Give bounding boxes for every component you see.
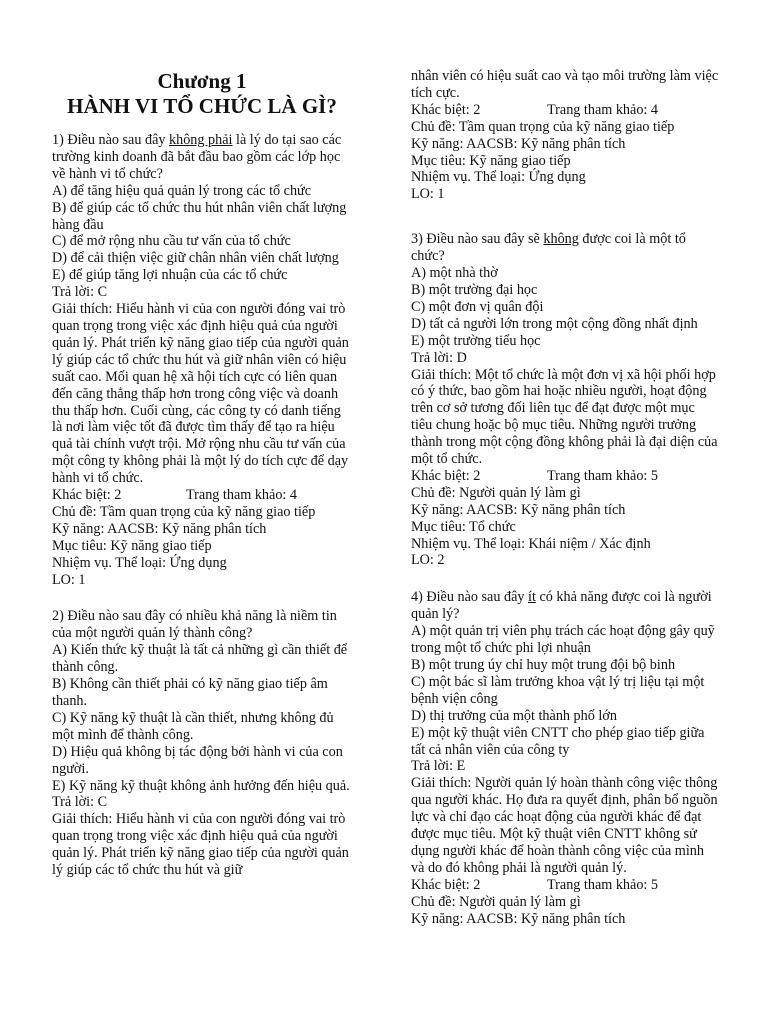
option-c: C) một đơn vị quân đội — [411, 298, 544, 315]
topic: Chủ đề: Người quản lý làm gì — [411, 484, 581, 501]
skill: Kỹ năng: AACSB: Kỹ năng phân tích — [411, 501, 626, 518]
option-e: E) Kỹ năng kỹ thuật không ảnh hưởng đến hiệu quả. — [52, 777, 350, 794]
page-reference: Trang tham khảo: 5 — [547, 467, 658, 484]
skill: Kỹ năng: AACSB: Kỹ năng phân tích — [411, 135, 626, 152]
question-stem: 3) Điều nào sau đây sẽ không được coi là một tổ chức? — [411, 231, 686, 265]
option-b: B) Không cần thiết phải có kỹ năng giao tiếp âm thanh. — [52, 676, 328, 709]
topic: Chủ đề: Tầm quan trọng của kỹ năng giao tiếp — [411, 118, 675, 135]
learning-outcome: LO: 1 — [411, 186, 445, 203]
option-e: E) để giúp tăng lợi nhuận của các tổ chức — [52, 267, 288, 284]
option-d: D) tất cả người lớn trong một cộng đồng nhất định — [411, 315, 698, 332]
option-a: A) để tăng hiệu quả quản lý trong các tổ chức — [52, 182, 312, 199]
task-category: Nhiệm vụ. Thể loại: Ứng dụng — [411, 169, 586, 186]
skill: Kỹ năng: AACSB: Kỹ năng phân tích — [411, 910, 626, 927]
difficulty: Khác biệt: 2 — [411, 101, 481, 118]
difficulty-row — [411, 468, 719, 485]
topic: Chủ đề: Người quản lý làm gì — [411, 893, 581, 910]
emphasis-word: không — [543, 231, 579, 248]
option-d: D) Hiệu quả không bị tác động bởi hành vi của con người. — [52, 743, 343, 777]
chapter-heading — [52, 0, 352, 119]
emphasis-word: không phải — [169, 132, 233, 148]
left-column — [52, 0, 352, 899]
explanation: Giải thích: Một tổ chức là một đơn vị xã hội phối hợp có ý thức, bao gồm hai hoặc nhiều người, hoạt động trên cơ sở tương đối liên tục để đạt được một mục tiêu chung hoặc bộ mục tiêu. Những người trưởng thành trong một cộng đồng không phải là đại diện của một tổ chức. — [411, 366, 718, 468]
difficulty-row — [411, 102, 719, 119]
chapter-number: Chương 1 — [157, 69, 247, 93]
option-c: C) một bác sĩ làm trưởng khoa vật lý trị liệu tại một bệnh viện công — [411, 673, 705, 707]
explanation-continued: nhân viên có hiệu suất cao và tạo môi trường làm việc tích cực. — [411, 68, 719, 101]
option-d: D) để cải thiện việc giữ chân nhân viên chất lượng — [52, 250, 339, 267]
difficulty: Khác biệt: 2 — [411, 876, 481, 893]
answer: Trả lời: C — [52, 284, 108, 301]
difficulty-row — [411, 877, 719, 894]
option-e: E) một trường tiểu học — [411, 332, 541, 349]
option-a: A) một nhà thờ — [411, 265, 498, 282]
option-c: C) Kỹ năng kỹ thuật là cần thiết, nhưng không đủ một mình để thành công. — [52, 709, 334, 743]
question-stem: 2) Điều nào sau đây có nhiều khả năng là niềm tin của một người quản lý thành công? — [52, 608, 337, 642]
option-d: D) thị trưởng của một thành phố lớn — [411, 707, 617, 724]
explanation: Giải thích: Người quản lý hoàn thành công việc thông qua người khác. Họ đưa ra quyết định, phân bổ nguồn lực và chỉ đạo các hoạt động của người khác để đạt được mục tiêu. Một kỹ thuật viên CNTT không sử dụng người khác để hoàn thành công việc của mình và do đó không phải là người quản lý. — [411, 775, 718, 876]
task-category: Nhiệm vụ. Thể loại: Ứng dụng — [52, 554, 227, 571]
question-2 — [52, 608, 352, 879]
skill: Kỹ năng: AACSB: Kỹ năng phân tích — [52, 520, 267, 537]
learning-outcome: LO: 2 — [411, 552, 445, 569]
question-3 — [411, 231, 719, 569]
learning-outcome: LO: 1 — [52, 571, 86, 588]
answer: Trả lời: C — [52, 794, 108, 811]
objective: Mục tiêu: Kỹ năng giao tiếp — [52, 537, 212, 554]
page-reference: Trang tham khảo: 4 — [186, 487, 297, 504]
explanation: Giải thích: Hiểu hành vi của con người đóng vai trò quan trọng trong việc xác định hiệu quả của người quản lý. Phát triển kỹ năng giao tiếp của người quản lý giúp các tổ chức thu hút và giữ — [52, 811, 349, 879]
objective: Mục tiêu: Tổ chức — [411, 518, 516, 535]
page-reference: Trang tham khảo: 5 — [547, 876, 658, 893]
option-c: C) để mở rộng nhu cầu tư vấn của tổ chức — [52, 233, 291, 250]
page-reference: Trang tham khảo: 4 — [547, 101, 658, 118]
question-stem: 1) Điều nào sau đây không phải là lý do tại sao các trường kinh doanh đã bắt đầu bao gồm các lớp học về hành vi tổ chức? — [52, 132, 342, 182]
difficulty-row — [52, 487, 352, 504]
answer: Trả lời: E — [411, 758, 466, 775]
option-a: A) Kiến thức kỹ thuật là tất cả những gì cần thiết để thành công. — [52, 642, 348, 676]
chapter-title: HÀNH VI TỔ CHỨC LÀ GÌ? — [67, 94, 337, 118]
difficulty: Khác biệt: 2 — [52, 487, 122, 504]
option-b: B) một trường đại học — [411, 281, 538, 298]
difficulty: Khác biệt: 2 — [411, 467, 481, 484]
option-e: E) một kỹ thuật viên CNTT cho phép giao tiếp giữa tất cả nhân viên của công ty — [411, 724, 705, 758]
question-stem: 4) Điều nào sau đây ít có khả năng được coi là người quản lý? — [411, 589, 712, 623]
option-a: A) một quản trị viên phụ trách các hoạt động gây quỹ trong một tổ chức phi lợi nhuận — [411, 623, 715, 657]
task-category: Nhiệm vụ. Thể loại: Khái niệm / Xác định — [411, 535, 651, 552]
objective: Mục tiêu: Kỹ năng giao tiếp — [411, 152, 571, 169]
question-4 — [411, 589, 719, 927]
option-b: B) một trung úy chỉ huy một trung đội bộ binh — [411, 657, 676, 673]
topic: Chủ đề: Tầm quan trọng của kỹ năng giao tiếp — [52, 503, 316, 520]
emphasis-word: ít — [528, 589, 536, 606]
answer: Trả lời: D — [411, 349, 467, 366]
question-1 — [52, 132, 352, 588]
option-b: B) để giúp các tổ chức thu hút nhân viên chất lượng hàng đầu — [52, 199, 347, 233]
explanation: Giải thích: Hiểu hành vi của con người đóng vai trò quan trọng trong việc xác định hiệu quả của người quản lý. Phát triển kỹ năng giao tiếp của người quản lý giúp các tổ chức thu hút và giữ nhân viên có hiệu suất cao. Mối quan hệ xã hội tích cực có liên quan đến căng thẳng thấp hơn trong công việc và doanh thu thấp hơn. Cuối cùng, các công ty có danh tiếng là nơi làm việc tốt đã được tìm thấy để tạo ra hiệu quả tài chính vượt trội. Mở rộng nhu cầu tư vấn của một công ty không phải là một lý do tích cực để dạy hành vi tổ chức. — [52, 301, 349, 487]
right-column — [411, 68, 719, 948]
question-2-continued — [411, 68, 719, 203]
